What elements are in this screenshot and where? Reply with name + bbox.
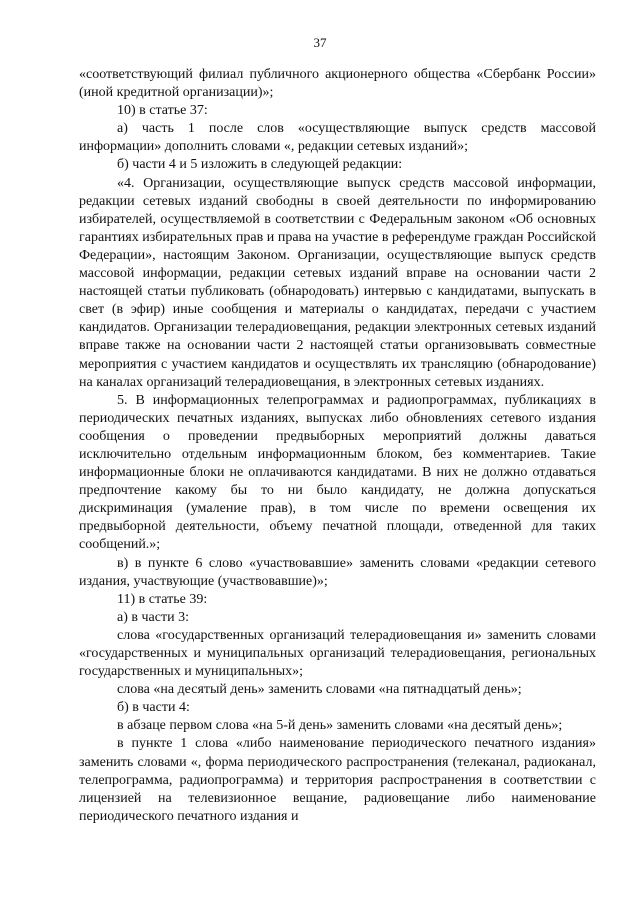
document-body xyxy=(79,66,596,826)
paragraph: «4. Организации, осуществляющие выпуск средств массовой информации, редакции сетевых изданий свободны в своей деятельности по информированию избирателей, осуществляемой в соответствии с Федеральным законом «Об основных гарантиях избирательных прав и права на участие в референдуме граждан Российской Федерации», настоящим Законом. Организации, осуществляющие выпуск средств массовой информации, редакции сетевых изданий вправе на основании части 2 настоящей статьи публиковать (обнародовать) интервью с кандидатами, выпускать в свет (в эфир) иные сообщения и материалы о кандидатах, передачи с участием кандидатов. Организации телерадиовещания, редакции электронных сетевых изданий вправе также на основании части 2 настоящей статьи организовывать совместные мероприятия с участием кандидатов и осуществлять их трансляцию (обнародование) на каналах организаций телерадиовещания, в электронных сетевых изданиях. xyxy=(79,175,596,390)
paragraph: б) в части 4: xyxy=(117,700,190,716)
paragraph: б) части 4 и 5 изложить в следующей редакции: xyxy=(117,157,403,173)
paragraph: 5. В информационных телепрограммах и радиопрограммах, публикациях в периодических печатных изданиях, выпусках либо обновлениях сетевого издания сообщения о проведении предвыборных мероприятий должны даваться исключительно отдельным информационным блоком, без комментариев. Такие информационные блоки не оплачиваются кандидатами. В них не должно отдаваться предпочтение какому бы то ни было кандидату, не должна допускаться дискриминация (умаление прав), в том числе по времени освещения их предвыборной деятельности, объему печатной площади, отведенной для таких сообщений.»; xyxy=(79,392,596,553)
paragraph: в абзаце первом слова «на 5-й день» заменить словами «на десятый день»; xyxy=(117,718,563,734)
paragraph: а) в части 3: xyxy=(117,609,189,625)
paragraph: в) в пункте 6 слово «участвовавшие» заменить словами «редакции сетевого издания, участвующие (участвовавшие)»; xyxy=(79,555,596,589)
paragraph: в пункте 1 слова «либо наименование периодического печатного издания» заменить словами «, форма периодического распространения (телеканал, радиоканал, телепрограмма, радиопрограмма) и территория распространения в соответствии с лицензией на телевизионное вещание, радиовещание либо наименование периодического печатного издания и xyxy=(79,736,596,824)
page-number: 37 xyxy=(313,35,327,50)
paragraph: 10) в статье 37: xyxy=(117,103,208,119)
paragraph: 11) в статье 39: xyxy=(117,591,208,607)
paragraph: «соответствующий филиал публичного акционерного общества «Сбербанк России» (иной кредитной организации)»; xyxy=(79,67,596,101)
paragraph: а) часть 1 после слов «осуществляющие выпуск средств массовой информации» дополнить словами «, редакции сетевых изданий»; xyxy=(79,121,596,155)
paragraph: слова «на десятый день» заменить словами «на пятнадцатый день»; xyxy=(117,682,522,698)
paragraph: слова «государственных организаций телерадиовещания и» заменить словами «государственных и муниципальных организаций телерадиовещания, региональных государственных и муниципальных»; xyxy=(79,627,596,680)
